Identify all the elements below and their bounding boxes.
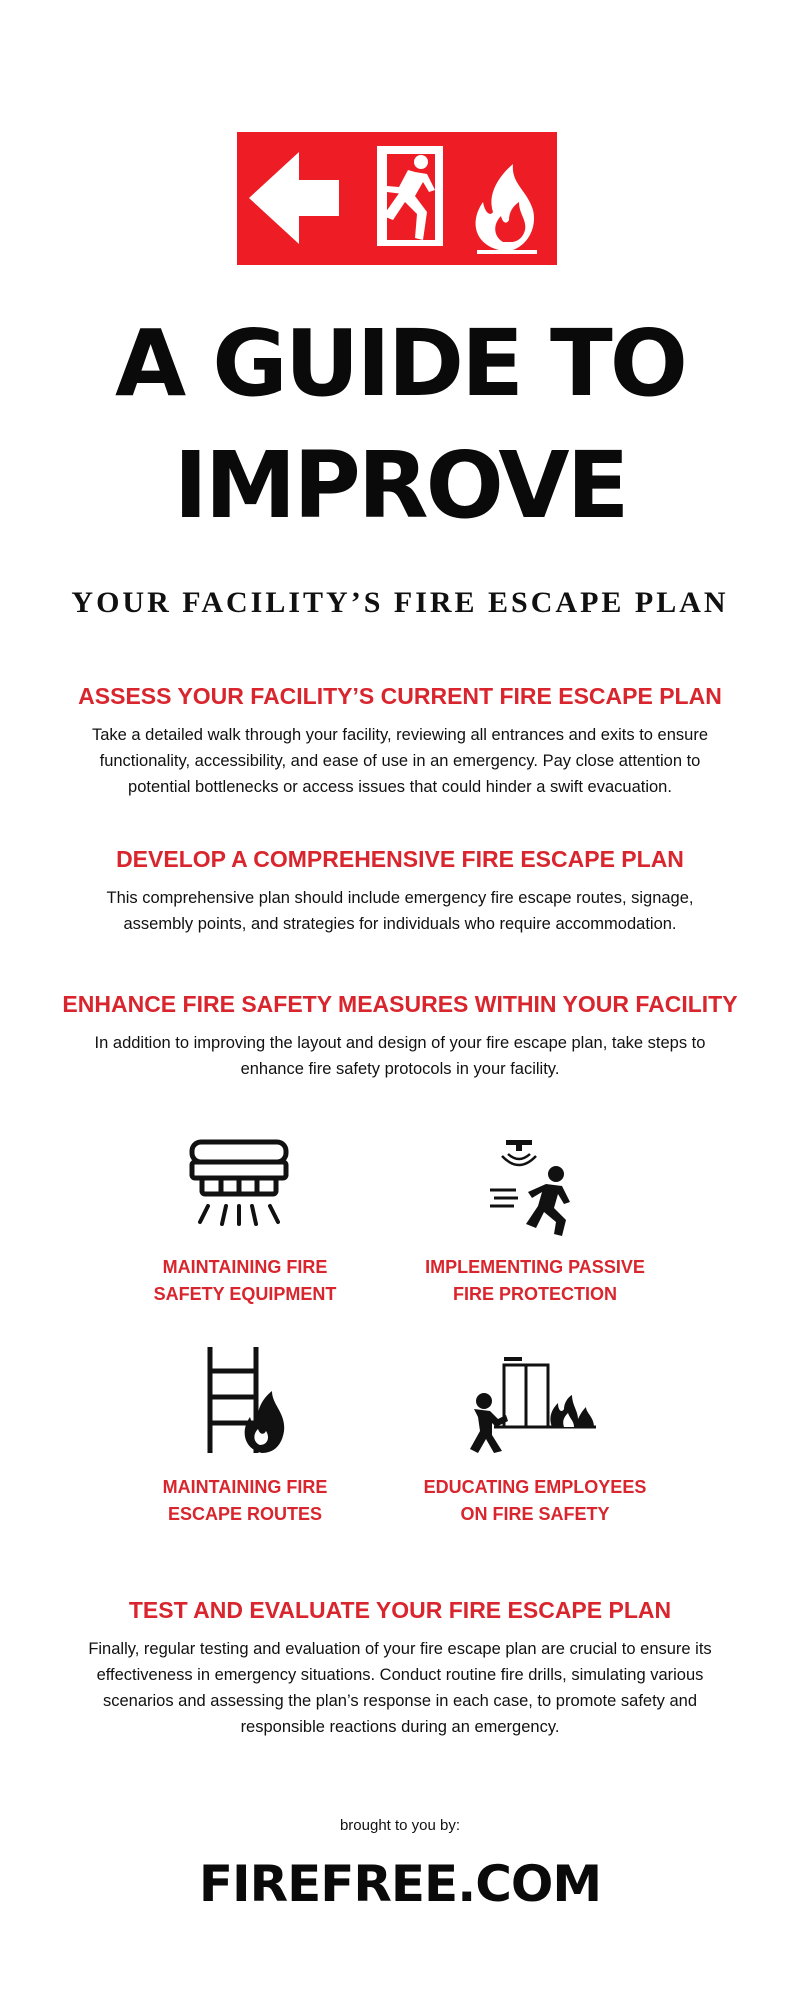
measure-label-line: ESCAPE ROUTES — [167, 1504, 323, 1524]
section-body-enhance — [70, 1030, 730, 1082]
measure-label-passive — [405, 1254, 665, 1308]
exit-sign-icon — [237, 132, 557, 265]
section-body-test — [70, 1636, 730, 1740]
section-body-assess — [70, 722, 730, 800]
body-line: potential bottlenecks or access issues that could hinder a swift evacuation. — [128, 778, 672, 796]
body-line: scenarios and assessing the plan’s response in each case, to promote safety and — [102, 1692, 698, 1710]
body-line: effectiveness in emergency situations. Conduct routine fire drills, simulating various — [96, 1666, 704, 1684]
measure-label-educating — [405, 1474, 665, 1528]
evacuation-elevator-fire-icon — [468, 1355, 598, 1455]
body-line: assembly points, and strategies for individuals who require accommodation. — [123, 915, 677, 933]
body-line: enhance fire safety protocols in your facility. — [240, 1060, 560, 1078]
measure-label-routes — [115, 1474, 375, 1528]
body-line: Finally, regular testing and evaluation of your fire escape plan are crucial to ensure its — [88, 1640, 712, 1658]
page-title-line-2: IMPROVE — [173, 432, 627, 539]
body-line: In addition to improving the layout and design of your fire escape plan, take steps to — [94, 1034, 706, 1052]
measure-label-line: FIRE PROTECTION — [452, 1284, 617, 1304]
running-person-alarm-icon — [488, 1138, 588, 1238]
measure-label-line: SAFETY EQUIPMENT — [153, 1284, 337, 1304]
measure-label-line: ON FIRE SAFETY — [460, 1504, 610, 1524]
brand-name: FIREFREE.COM — [198, 1855, 602, 1913]
smoke-detector-icon — [184, 1138, 294, 1233]
body-line: responsible reactions during an emergency. — [240, 1718, 560, 1736]
section-heading-enhance: ENHANCE FIRE SAFETY MEASURES WITHIN YOUR FACILITY — [62, 991, 738, 1017]
measure-label-line: MAINTAINING FIRE — [162, 1477, 328, 1497]
measure-label-line: MAINTAINING FIRE — [162, 1257, 328, 1277]
page-subtitle: YOUR FACILITY’S FIRE ESCAPE PLAN — [71, 586, 729, 619]
section-heading-develop: DEVELOP A COMPREHENSIVE FIRE ESCAPE PLAN — [116, 846, 684, 872]
section-body-develop — [70, 885, 730, 937]
body-line: This comprehensive plan should include emergency fire escape routes, signage, — [106, 889, 694, 907]
section-heading-assess: ASSESS YOUR FACILITY’S CURRENT FIRE ESCAPE PLAN — [78, 683, 722, 709]
measure-label-equipment — [115, 1254, 375, 1308]
body-line: Take a detailed walk through your facility, reviewing all entrances and exits to ensure — [91, 726, 709, 744]
ladder-fire-icon — [200, 1345, 290, 1455]
section-heading-test: TEST AND EVALUATE YOUR FIRE ESCAPE PLAN — [128, 1597, 672, 1623]
measure-label-line: IMPLEMENTING PASSIVE — [425, 1257, 645, 1277]
body-line: functionality, accessibility, and ease of use in an emergency. Pay close attention to — [99, 752, 701, 770]
measure-label-line: EDUCATING EMPLOYEES — [423, 1477, 647, 1497]
page-title-line-1: A GUIDE TO — [115, 310, 685, 417]
brought-by-text: brought to you by: — [339, 1817, 461, 1834]
